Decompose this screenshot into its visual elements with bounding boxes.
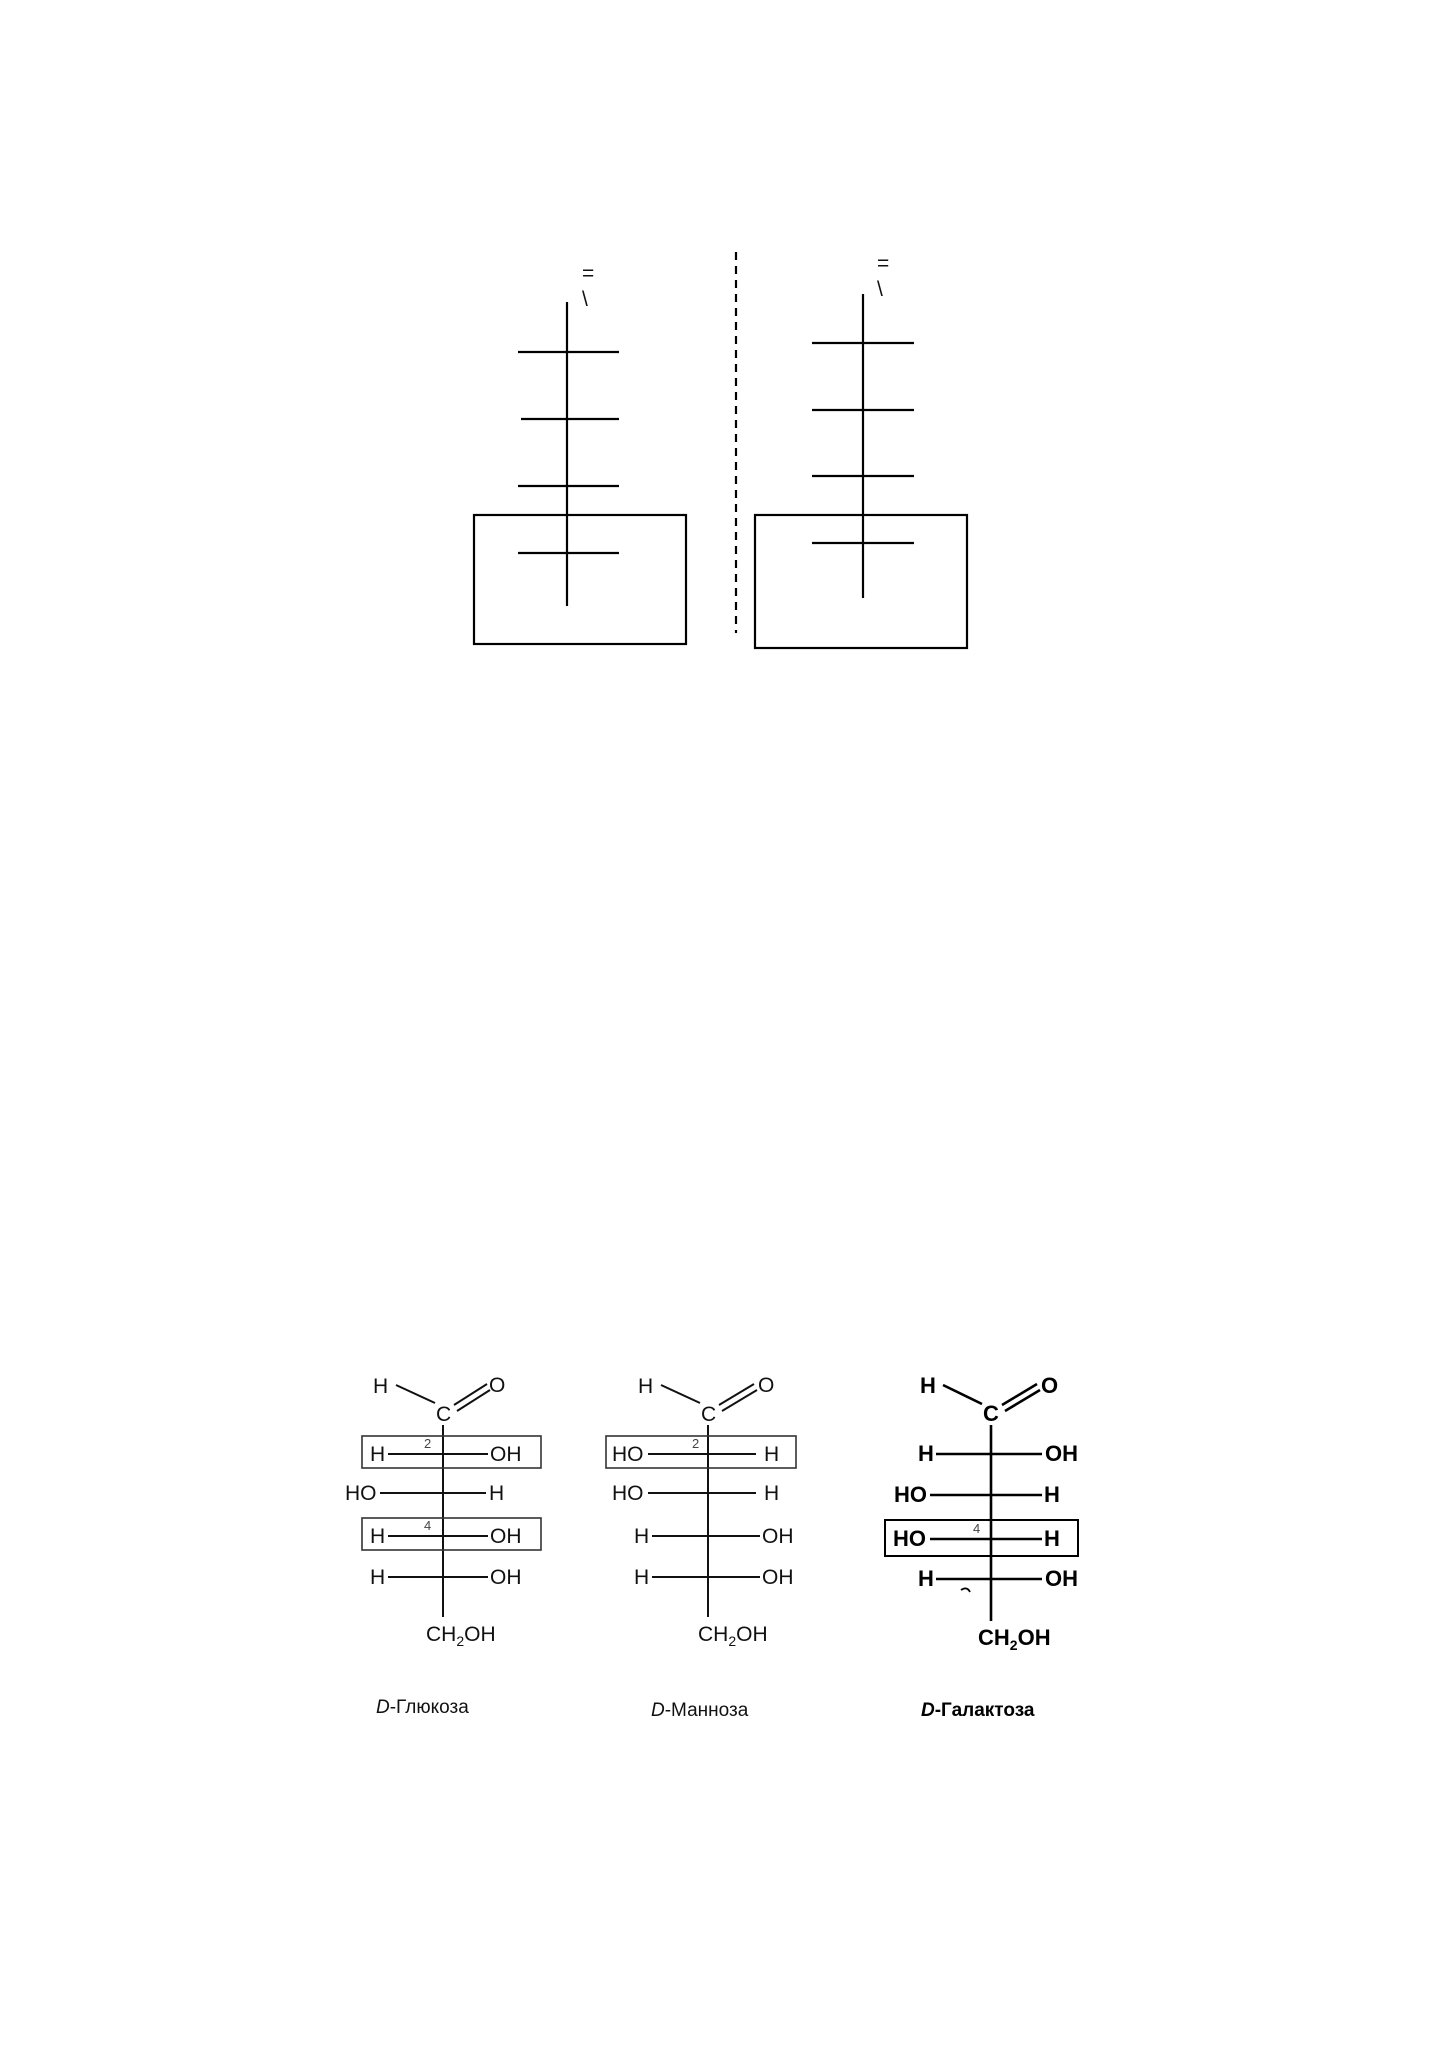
molecule-mannose (606, 1374, 796, 1721)
carbon-number-4: 4 (424, 1518, 432, 1533)
template-right-double-bond-mark: = (877, 252, 890, 275)
molecule-glucose (345, 1374, 541, 1718)
aldehyde-c: C (701, 1403, 717, 1426)
carbon-number-2: 2 (692, 1436, 700, 1451)
row-4-right: OH (1045, 1566, 1078, 1591)
row-1-right: OH (1045, 1441, 1078, 1466)
terminal-oh: OH (1017, 1625, 1051, 1650)
row-2-left: HO (345, 1482, 377, 1505)
template-right-highlight-box (755, 515, 967, 648)
name-prefix: D (651, 1700, 665, 1721)
row-4-right: OH (490, 1566, 522, 1589)
row-3-right: OH (762, 1525, 794, 1548)
terminal-oh: OH (736, 1623, 768, 1646)
name-text: -Глюкоза (389, 1697, 469, 1718)
aldehyde-h-bond (661, 1385, 700, 1403)
row-3-left: H (370, 1525, 386, 1548)
template-left-highlight-box (474, 515, 686, 644)
row-2-left: HO (894, 1482, 927, 1507)
molecule-galactose (885, 1373, 1078, 1721)
aldehyde-h-bond (943, 1385, 982, 1404)
name-prefix: D (376, 1697, 390, 1718)
row-1-left: H (918, 1441, 934, 1466)
terminal-group (698, 1623, 768, 1649)
terminal-subscript: 2 (728, 1633, 737, 1649)
molecule-name (651, 1700, 749, 1721)
aldehyde-h: H (920, 1373, 936, 1398)
terminal-group (426, 1623, 496, 1649)
scan-artifact-mark (961, 1588, 970, 1592)
row-4-left: H (370, 1566, 386, 1589)
row-3-right: H (1044, 1526, 1060, 1551)
terminal-ch: CH (426, 1623, 457, 1646)
template-right-single-bond-mark: \ (877, 278, 883, 301)
carbon-number-2: 2 (424, 1436, 432, 1451)
row-2-left: HO (612, 1482, 644, 1505)
row-3-right: OH (490, 1525, 522, 1548)
terminal-group (978, 1625, 1051, 1653)
terminal-oh: OH (464, 1623, 496, 1646)
row-1-left: H (370, 1443, 386, 1466)
row-2-right: H (489, 1482, 505, 1505)
row-1-right: OH (490, 1443, 522, 1466)
molecule-name (376, 1697, 469, 1718)
aldehyde-o: O (1041, 1373, 1059, 1398)
aldehyde-c: C (983, 1401, 999, 1426)
aldehyde-o: O (489, 1374, 506, 1397)
name-text: -Манноза (664, 1700, 749, 1721)
row-2-right: H (1044, 1482, 1060, 1507)
carbon-number-4: 4 (973, 1521, 981, 1536)
template-left-single-bond-mark: \ (582, 288, 588, 311)
terminal-ch: CH (698, 1623, 729, 1646)
aldehyde-c: C (436, 1403, 452, 1426)
name-prefix: D (921, 1700, 935, 1721)
blank-template-right (755, 252, 967, 648)
row-3-left: HO (893, 1526, 926, 1551)
terminal-ch: CH (978, 1625, 1010, 1650)
name-text: -Галактоза (934, 1700, 1035, 1721)
template-left-double-bond-mark: = (582, 262, 595, 285)
aldehyde-h-bond (396, 1385, 435, 1403)
terminal-subscript: 2 (456, 1633, 465, 1649)
blank-template-left (474, 262, 686, 644)
row-4-right: OH (762, 1566, 794, 1589)
row-4-left: H (634, 1566, 650, 1589)
aldehyde-o: O (758, 1374, 775, 1397)
terminal-subscript: 2 (1009, 1637, 1018, 1653)
row-2-right: H (764, 1482, 780, 1505)
aldehyde-h: H (373, 1375, 389, 1398)
row-3-left: H (634, 1525, 650, 1548)
aldehyde-h: H (638, 1375, 654, 1398)
row-1-left: HO (612, 1443, 644, 1466)
row-1-right: H (764, 1443, 780, 1466)
molecule-name (921, 1700, 1035, 1721)
row-4-left: H (918, 1566, 934, 1591)
